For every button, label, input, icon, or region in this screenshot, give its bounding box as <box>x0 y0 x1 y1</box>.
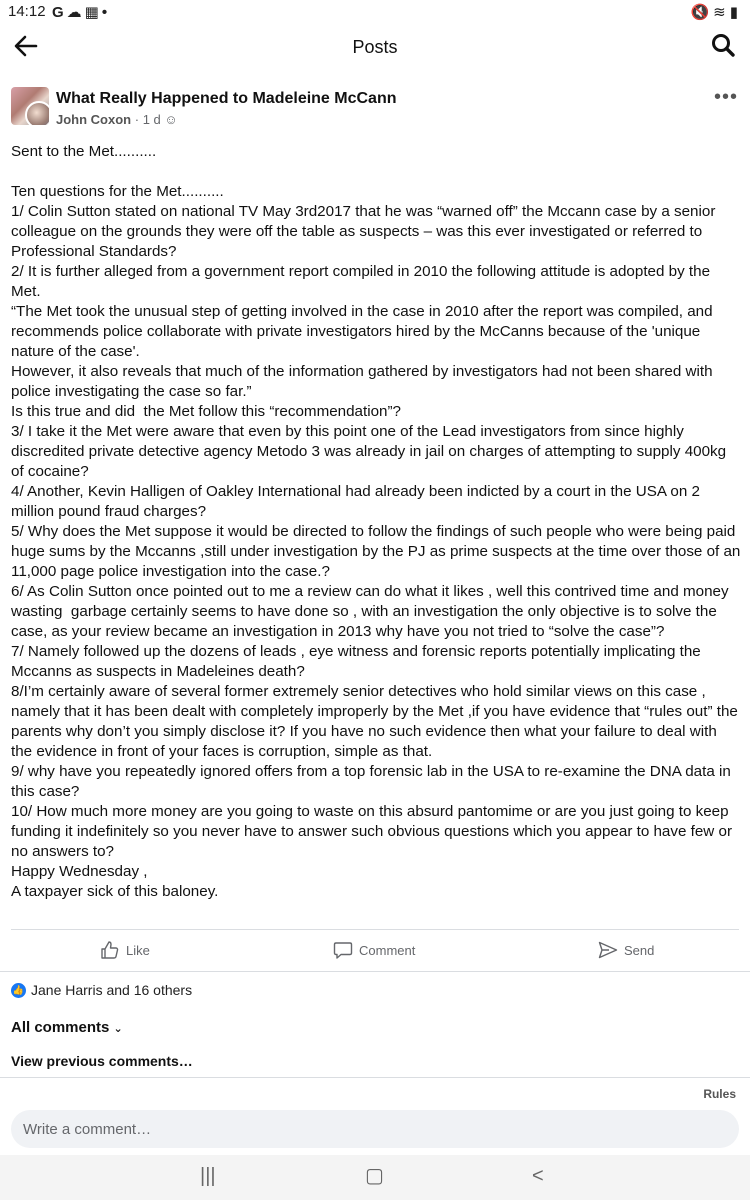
post-time[interactable]: 1 d <box>142 112 161 127</box>
comment-label: Comment <box>359 942 416 958</box>
comment-icon <box>333 940 353 960</box>
post-text-line: 8/I’m certainly aware of several former extremely senior detectives who hold similar views on this case , namely that it has been dealt with completely improperly by the Met ,if you have evidence that “rules out” the parents why don’t you simply disclose it? If you have no such evidence then what your failure to deal with the evidence in front of your faces is corruption, simple as that. <box>11 683 743 760</box>
chevron-down-icon: ⌄ <box>113 1023 123 1035</box>
more-options-icon[interactable]: ••• <box>713 86 738 108</box>
wifi-icon: ≋ <box>713 4 730 21</box>
post-meta <box>56 112 178 127</box>
post-text-line: 5/ Why does the Met suppose it would be directed to follow the findings of such people who were being paid huge sums by the Mccanns ,still under investigation by the PJ as prime suspects at the time over those of an 11,000 page police investigation into the case.? <box>11 523 745 580</box>
post-text-line: 4/ Another, Kevin Halligen of Oakley International had already been indicted by a court in the USA on 2 million pound fraud charges? <box>11 483 705 520</box>
group-name[interactable]: What Really Happened to Madeleine McCann <box>56 90 397 107</box>
mute-icon: 🔇 <box>690 4 714 21</box>
home-icon[interactable]: ▢ <box>365 1165 384 1187</box>
post-body <box>11 142 745 902</box>
divider <box>11 929 739 930</box>
post-text-line: 3/ I take it the Met were aware that even by this point one of the Lead investigators from since highly discredited private detective agency Metodo 3 was already in jail on charges of attempting to supply 400kg of cocaine? <box>11 423 731 480</box>
search-icon[interactable] <box>710 32 736 58</box>
post-text-line: 10/ How much more money are you going to waste on this absurd pantomime or are you just going to keep funding it indefinitely so you never have to answer such obvious questions which you appear to have few or no answers to? <box>11 803 737 860</box>
clock: 14:12 <box>8 3 46 20</box>
comment-button[interactable] <box>333 940 415 960</box>
status-bar <box>0 0 750 24</box>
like-button[interactable] <box>100 940 150 960</box>
news-icon: ▦ <box>84 4 102 21</box>
post-text-line: 6/ As Colin Sutton once pointed out to me a review can do what it likes , well this contrived time and money wasting garbage certainly seems to have done so , with an investigation the only objective is to solve the case, as your review became an investigation in 2013 why have you not tried to “solve the case”? <box>11 583 733 640</box>
post-text-line: Ten questions for the Met.......... <box>11 183 224 200</box>
post-text-line: Is this true and did the Met follow this “recommendation”? <box>11 403 401 420</box>
post-text-line: 2/ It is further alleged from a government report compiled in 2010 the following attitude is adopted by the Met. <box>11 263 715 300</box>
post-header <box>0 84 750 134</box>
reactions-text: Jane Harris and 16 others <box>31 982 193 998</box>
back-nav-icon[interactable]: < <box>532 1165 544 1187</box>
view-previous-comments-link[interactable]: View previous comments… <box>11 1053 193 1069</box>
send-label: Send <box>624 942 655 958</box>
system-icons <box>690 3 742 21</box>
page-title: Posts <box>352 37 398 57</box>
thumbs-up-icon <box>100 940 120 960</box>
divider <box>0 971 750 972</box>
divider <box>0 1077 750 1078</box>
system-nav-bar <box>0 1155 750 1200</box>
post-actions <box>0 938 750 964</box>
post-text-line: Sent to the Met.......... <box>11 143 157 160</box>
post-text-line: A taxpayer sick of this baloney. <box>11 883 219 900</box>
dot-icon: • <box>101 4 111 21</box>
comment-input[interactable] <box>11 1110 703 1148</box>
like-reaction-icon: 👍 <box>11 983 26 998</box>
rules-link[interactable]: Rules <box>703 1087 736 1101</box>
send-icon <box>598 940 618 960</box>
send-button[interactable] <box>598 940 654 960</box>
post-text-line: 7/ Namely followed up the dozens of leads , eye witness and forensic reports potentially implicating the Mccanns as suspects in Madeleines death? <box>11 643 705 680</box>
app-bar <box>0 24 750 70</box>
comment-composer[interactable] <box>11 1110 739 1148</box>
recent-apps-icon[interactable]: ||| <box>200 1165 216 1187</box>
post-text-line: Happy Wednesday , <box>11 863 148 880</box>
author-avatar[interactable] <box>25 101 49 125</box>
group-avatar[interactable] <box>11 87 49 125</box>
meta-separator: · <box>134 112 143 127</box>
post-text-line: 1/ Colin Sutton stated on national TV May 3rd2017 that he was “warned off” the Mccann case by a senior colleague on the grounds they were off the table as suspects – was this ever investigated or referred to Professional Standards? <box>11 203 720 260</box>
battery-icon: ▮ <box>729 4 742 21</box>
comments-filter[interactable] <box>11 1019 123 1036</box>
like-label: Like <box>126 942 150 958</box>
post-text-line: “The Met took the unusual step of getting involved in the case in 2010 after the report was compiled, and recommends police collaborate with private investigators hired by the McCanns because of the 'unique nature of the case'. <box>11 303 717 360</box>
notification-icons <box>52 3 110 21</box>
privacy-icon: ☺ <box>164 112 178 127</box>
post-text-line: 9/ why have you repeatedly ignored offers from a top forensic lab in the USA to re-examine the DNA data in this case? <box>11 763 736 800</box>
reactions-summary[interactable] <box>11 982 192 998</box>
comments-filter-label: All comments <box>11 1019 110 1036</box>
google-icon: G <box>52 4 67 21</box>
post-text-line: However, it also reveals that much of the information gathered by investigators had not been shared with police investigating the case so far.” <box>11 363 717 400</box>
blank-line <box>11 162 741 182</box>
weather-icon: ☁ <box>66 4 85 21</box>
author-name[interactable]: John Coxon <box>56 112 132 127</box>
